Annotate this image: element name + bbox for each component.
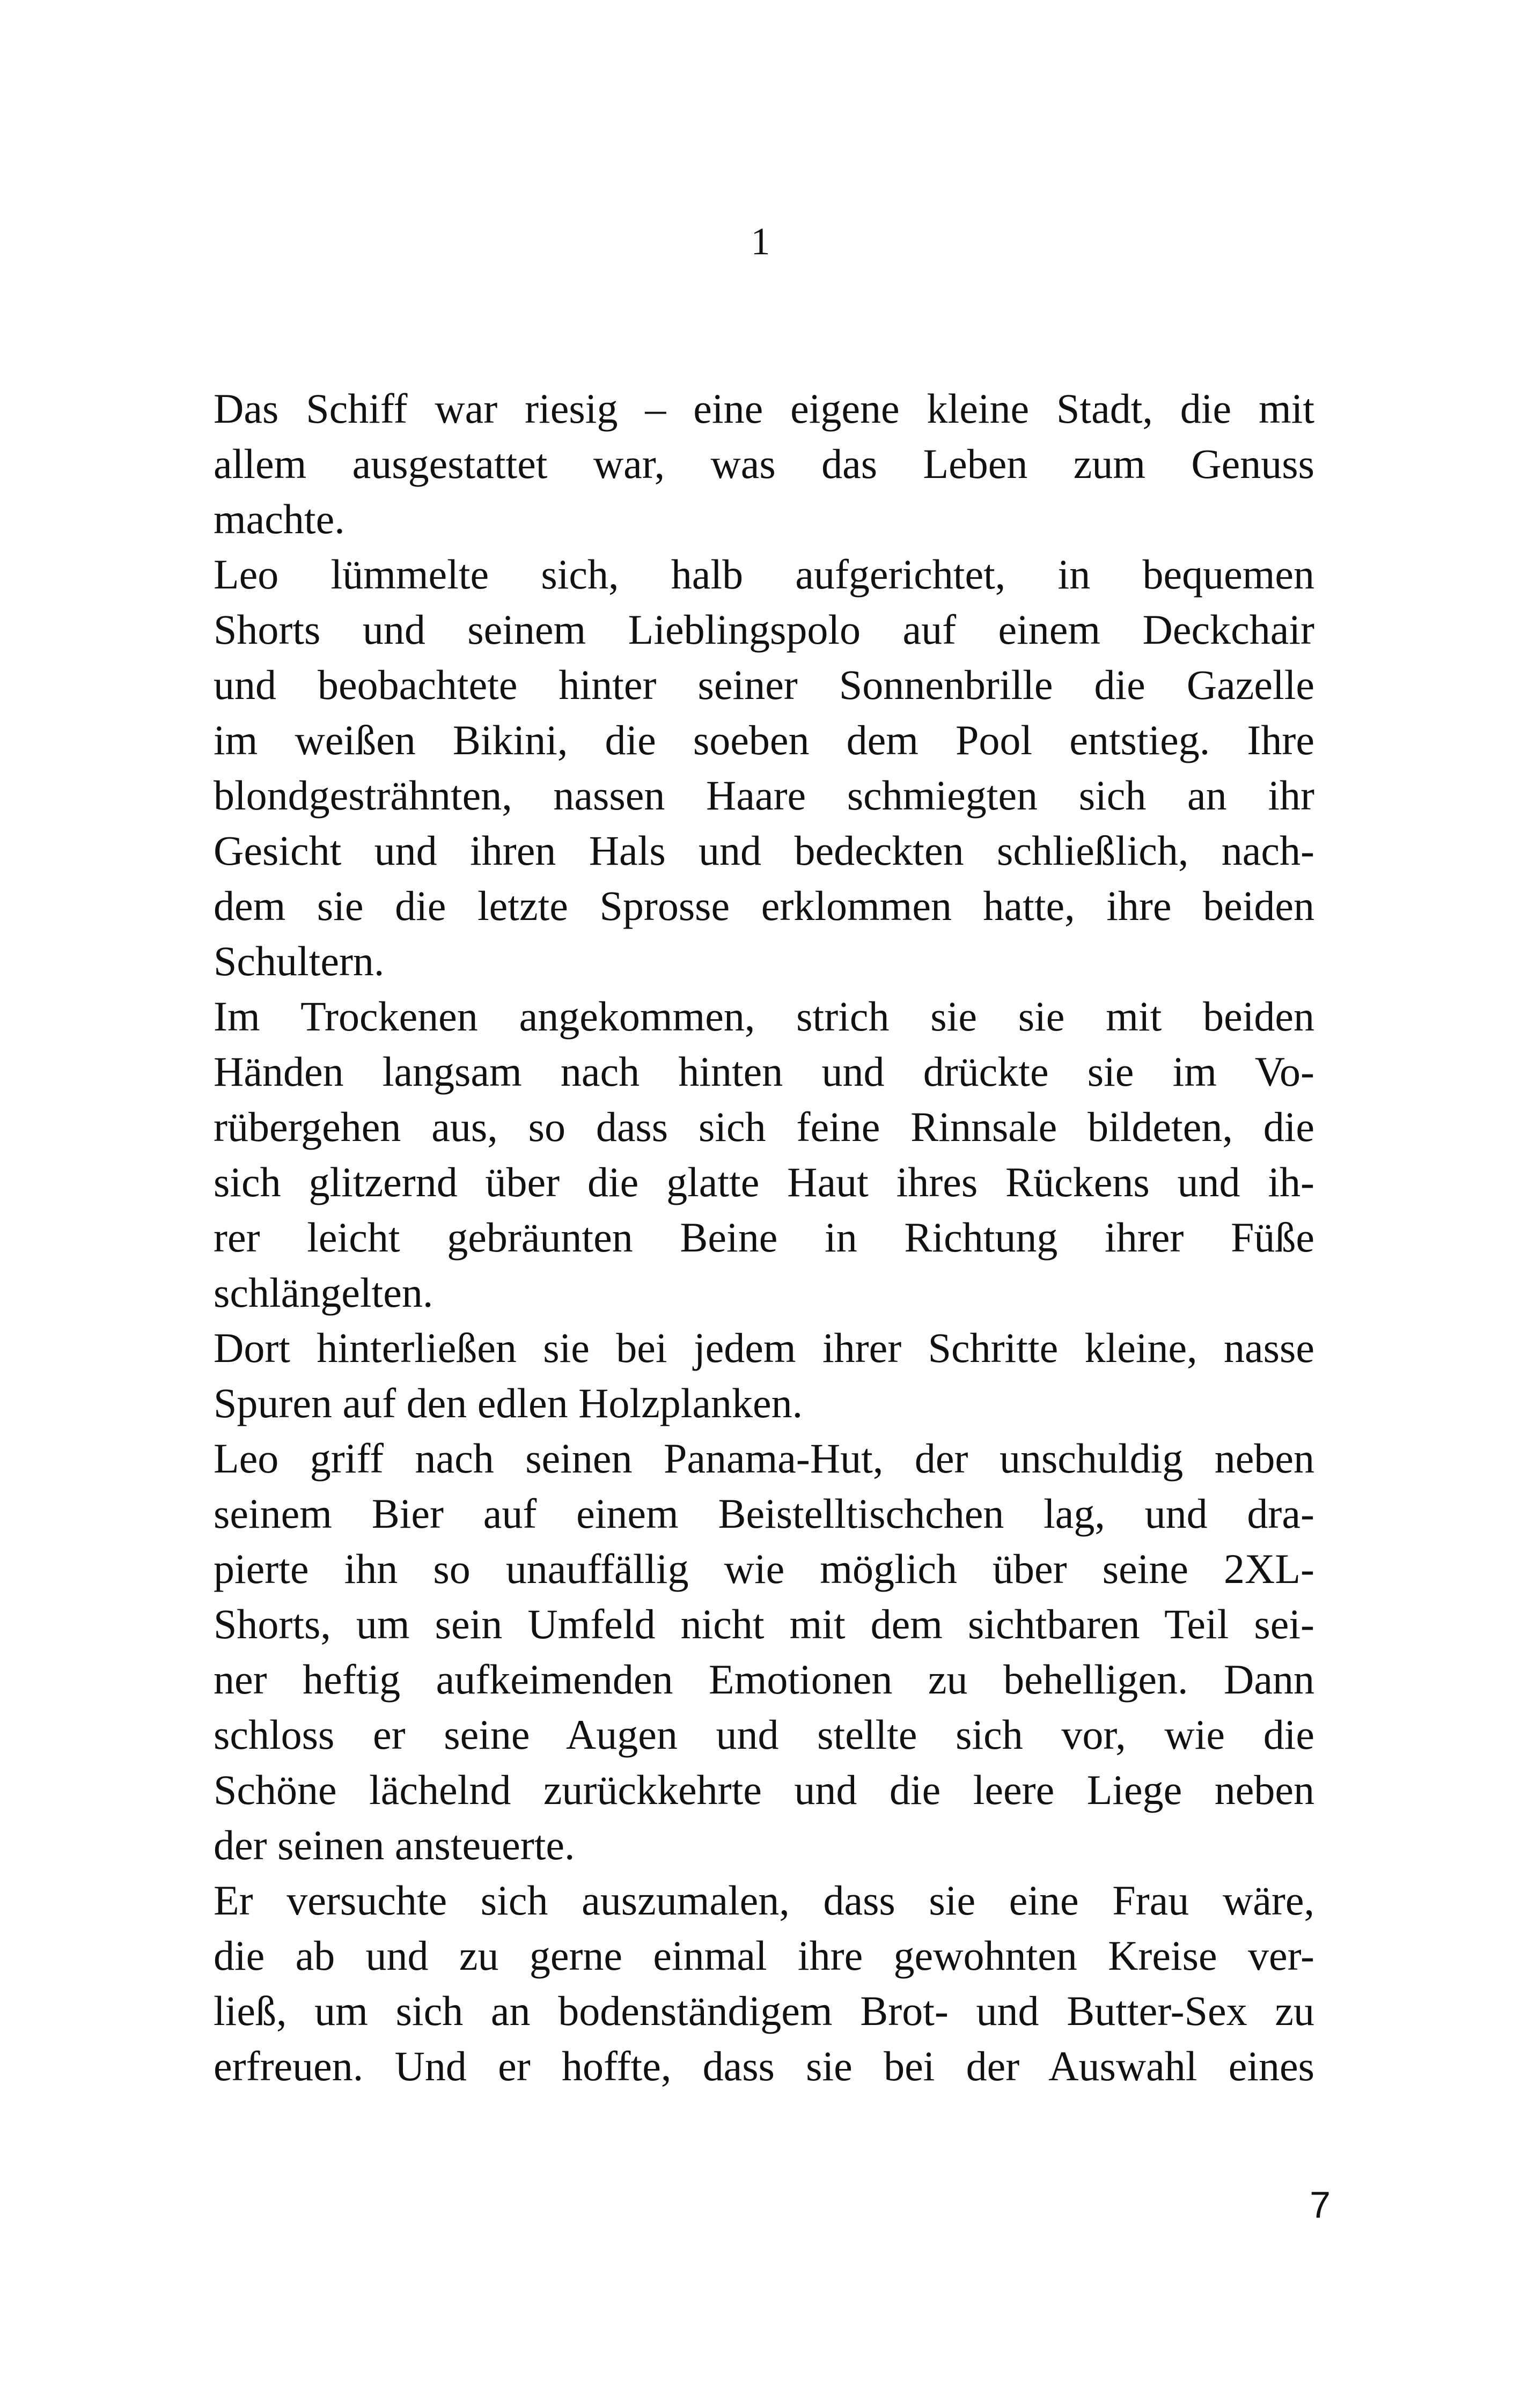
text-line: Shorts, um sein Umfeld nicht mit dem sichtbaren Teil sei- xyxy=(214,1601,1314,1647)
paragraph xyxy=(214,1431,1314,1873)
page-number: 7 xyxy=(1310,2184,1331,2226)
text-line: pierte ihn so unauffällig wie möglich über seine 2XL- xyxy=(214,1545,1314,1592)
text-line: sich glitzernd über die glatte Haut ihres Rückens und ih- xyxy=(214,1159,1314,1205)
text-line: seinem Bier auf einem Beistelltischchen lag, und dra- xyxy=(214,1490,1314,1537)
text-line: allem ausgestattet war, was das Leben zum Genuss xyxy=(214,440,1314,487)
paragraph xyxy=(214,547,1314,989)
text-line: machte. xyxy=(214,496,345,542)
text-line: Shorts und seinem Lieblingspolo auf einem Deckchair xyxy=(214,606,1314,653)
text-line: der seinen ansteuerte. xyxy=(214,1822,575,1868)
paragraph xyxy=(214,989,1314,1320)
text-line: Leo lümmelte sich, halb aufgerichtet, in bequemen xyxy=(214,551,1314,598)
text-line: rer leicht gebräunten Beine in Richtung ihrer Füße xyxy=(214,1214,1314,1261)
text-line: Dort hinterließen sie bei jedem ihrer Schritte kleine, nasse xyxy=(214,1324,1314,1371)
text-line: schlängelten. xyxy=(214,1269,433,1316)
paragraph xyxy=(214,1320,1314,1431)
paragraph xyxy=(214,1873,1314,2094)
text-line: Händen langsam nach hinten und drückte sie im Vo- xyxy=(214,1048,1314,1095)
text-line: Schultern. xyxy=(214,938,385,984)
text-line: Gesicht und ihren Hals und bedeckten schließlich, nach- xyxy=(214,827,1314,874)
text-line: blondgesträhnten, nassen Haare schmiegten sich an ihr xyxy=(214,772,1314,819)
paragraph xyxy=(214,381,1314,547)
body-text xyxy=(214,381,1314,2094)
text-line: im weißen Bikini, die soeben dem Pool entstieg. Ihre xyxy=(214,717,1314,763)
text-line: dem sie die letzte Sprosse erklommen hatte, ihre beiden xyxy=(214,882,1314,929)
text-line: rübergehen aus, so dass sich feine Rinnsale bildeten, die xyxy=(214,1103,1314,1150)
text-line: ner heftig aufkeimenden Emotionen zu behelligen. Dann xyxy=(214,1656,1314,1703)
text-line: Im Trockenen angekommen, strich sie sie mit beiden xyxy=(214,993,1314,1040)
chapter-number: 1 xyxy=(751,220,770,263)
text-line: Er versuchte sich auszumalen, dass sie eine Frau wäre, xyxy=(214,1877,1314,1924)
text-line: Spuren auf den edlen Holzplanken. xyxy=(214,1380,803,1426)
text-line: Das Schiff war riesig – eine eigene kleine Stadt, die mit xyxy=(214,385,1314,432)
text-line: erfreuen. Und er hoffte, dass sie bei der Auswahl eines xyxy=(214,2043,1314,2089)
text-line: ließ, um sich an bodenständigem Brot- und Butter-Sex zu xyxy=(214,1987,1314,2034)
text-line: Schöne lächelnd zurückkehrte und die leere Liege neben xyxy=(214,1766,1314,1813)
text-line: die ab und zu gerne einmal ihre gewohnten Kreise ver- xyxy=(214,1932,1314,1979)
text-line: und beobachtete hinter seiner Sonnenbrille die Gazelle xyxy=(214,661,1314,708)
text-line: schloss er seine Augen und stellte sich vor, wie die xyxy=(214,1711,1314,1758)
text-line: Leo griff nach seinen Panama-Hut, der unschuldig neben xyxy=(214,1435,1314,1482)
